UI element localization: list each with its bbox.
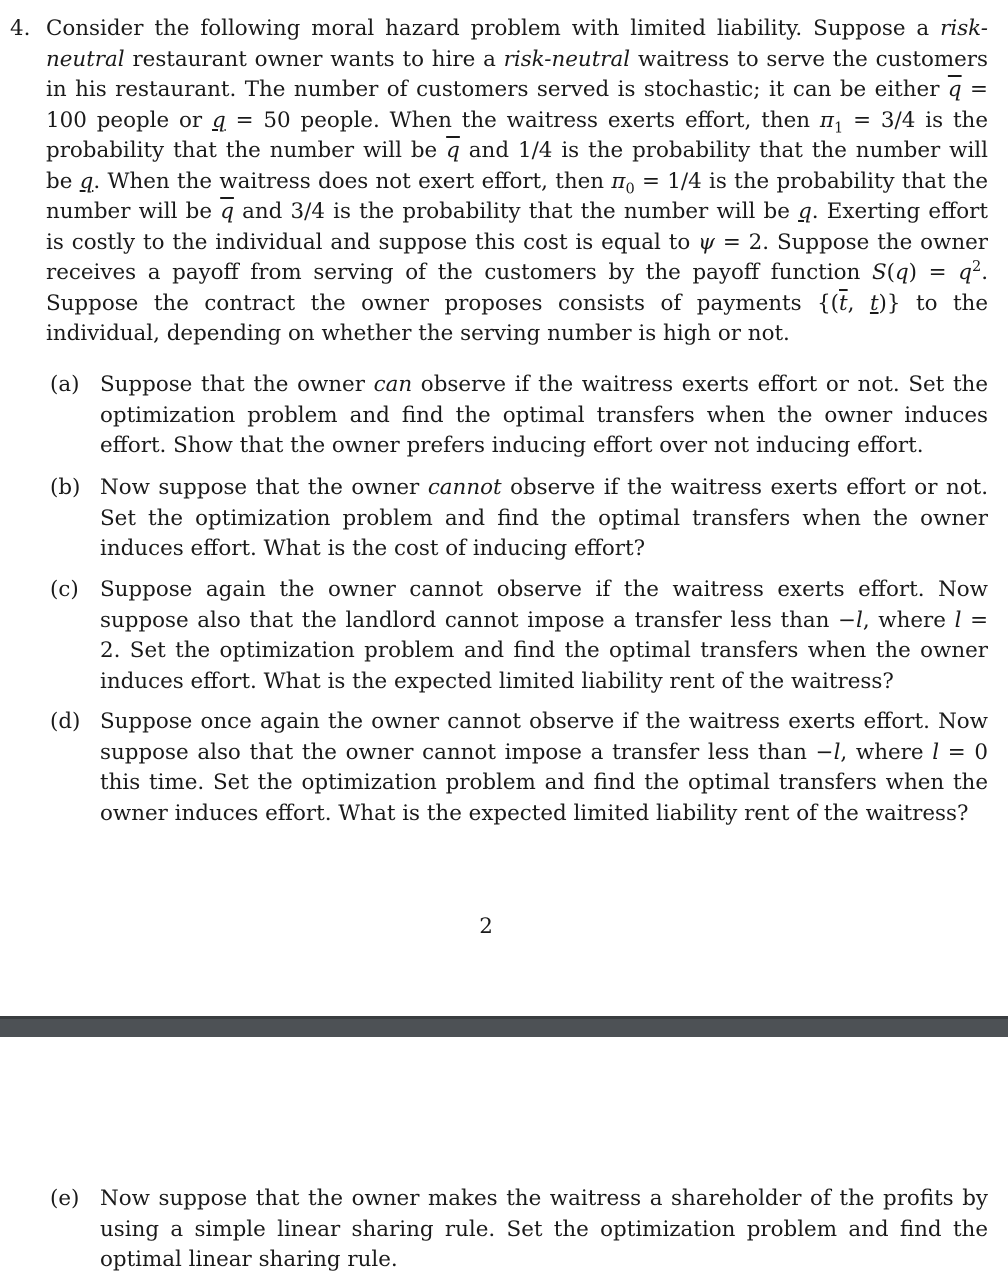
document-page-bottom (0, 1037, 1008, 1280)
part-d-label: (d) (50, 709, 81, 734)
part-a-label: (a) (50, 372, 80, 397)
problem-text: Consider the following moral hazard problem with limited liability. Suppose a risk-neutral restaurant owner wants to hire a risk-neutral waitress to serve the customers in his restaurant. The number of customers served is stochastic; it can be either $\overline{q} = 100$ people or q = 50 people. When the waitress exerts effort, then $\pi_1 = 3/4$ is the probability that the number will be $\overline{q}$ and 1/4 is the probability that the number will be q. When the waitress does not exert effort, then $\pi_0 = 1/4$ is the probability that the number will be $\overline{q}$ and 3/4 is the probability that the number will be q. Exerting effort is costly to the individual and suppose this cost is equal to ψ = 2. Suppose the owner receives a payoff from serving of the customers by the payoff function $S(q) = q^2$. Suppose the contract the owner proposes consists of payments {($\overline{t}$, t)} to the individual, depending on whether the serving number is high or not. (46, 16, 989, 346)
page-separator (0, 1016, 1008, 1037)
part-d (50, 707, 988, 829)
part-e (50, 1184, 988, 1276)
part-d-text: Suppose once again the owner cannot observe if the waitress exerts effort. Now suppose also that the owner cannot impose a transfer less than −l, where l = 0 this time. Set the optimization problem and find the optimal transfers when the owner induces effort. What is the expected limited liability rent of the waitress? (100, 709, 988, 826)
problem-statement (10, 14, 989, 350)
part-e-text: Now suppose that the owner makes the waitress a shareholder of the profits by using a simple linear sharing rule. Set the optimization problem and find the optimal linear sharing rule. (100, 1186, 988, 1272)
part-c-text: Suppose again the owner cannot observe if the waitress exerts effort. Now suppose also that the landlord cannot impose a transfer less than −l, where l = 2. Set the optimization problem and find the optimal transfers when the owner induces effort. What is the expected limited liability rent of the waitress? (100, 577, 988, 694)
part-c (50, 575, 988, 697)
part-e-label: (e) (50, 1186, 80, 1211)
part-b (50, 473, 988, 565)
part-a (50, 370, 988, 462)
problem-number: 4. (10, 16, 31, 41)
part-b-text: Now suppose that the owner cannot observe if the waitress exerts effort or not. Set the optimization problem and find the optimal transfers when the owner induces effort. What is the cost of inducing effort? (100, 475, 988, 561)
part-a-text: Suppose that the owner can observe if the waitress exerts effort or not. Set the optimization problem and find the optimal transfers when the owner induces effort. Show that the owner prefers inducing effort over not inducing effort. (100, 372, 988, 458)
page-number: 2 (479, 914, 493, 939)
part-c-label: (c) (50, 577, 79, 602)
part-b-label: (b) (50, 475, 81, 500)
